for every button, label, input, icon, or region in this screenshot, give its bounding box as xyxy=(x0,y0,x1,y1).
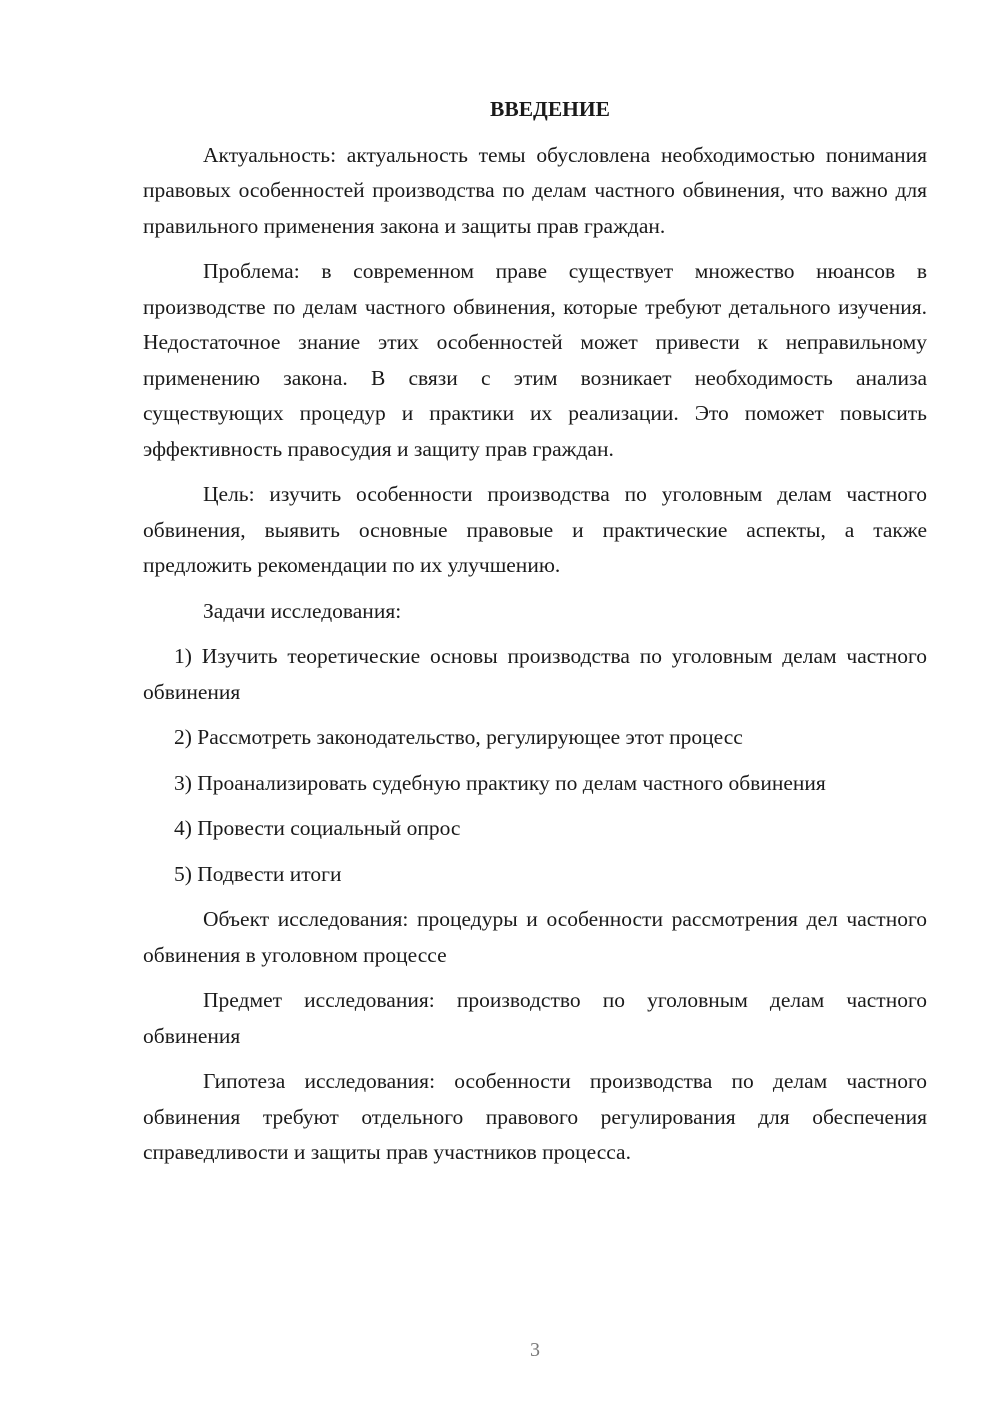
page-number: 3 xyxy=(530,1339,540,1361)
paragraph-hypothesis: Гипотеза исследования: особенности производства по делам частного обвинения требуют отдельного правового регулирования для обеспечения справедливости и защиты прав участников процесса. xyxy=(143,1069,927,1164)
paragraph-tasks-title: Задачи исследования: xyxy=(203,598,402,623)
page-content xyxy=(143,92,927,1181)
task-item-2: 2) Рассмотреть законодательство, регулирующее этот процесс xyxy=(174,725,743,749)
paragraph-object: Объект исследования: процедуры и особенности рассмотрения дел частного обвинения в уголовном процессе xyxy=(143,907,927,967)
paragraph-problem: Проблема: в современном праве существует множество нюансов в производстве по делам частного обвинения, которые требуют детального изучения. Недостаточное знание этих особенностей может привести к неправильному применению закона. В связи с этим возникает необходимость анализа существующих процедур и практики их реализации. Это поможет повысить эффективность правосудия и защиту прав граждан. xyxy=(143,259,927,461)
paragraph-goal: Цель: изучить особенности производства по уголовным делам частного обвинения, выявить основные правовые и практические аспекты, а также предложить рекомендации по их улучшению. xyxy=(143,482,927,577)
task-item-1: 1) Изучить теоретические основы производства по уголовным делам частного обвинения xyxy=(143,644,927,704)
paragraph-subject: Предмет исследования: производство по уголовным делам частного обвинения xyxy=(143,988,927,1048)
task-item-4: 4) Провести социальный опрос xyxy=(174,816,461,840)
section-heading: ВВЕДЕНИЕ xyxy=(490,97,610,121)
task-item-3: 3) Проанализировать судебную практику по делам частного обвинения xyxy=(174,770,826,795)
paragraph-relevance: Актуальность: актуальность темы обусловлена необходимостью понимания правовых особенностей производства по делам частного обвинения, что важно для правильного применения закона и защиты прав граждан. xyxy=(143,142,927,238)
task-item-5: 5) Подвести итоги xyxy=(174,861,342,886)
